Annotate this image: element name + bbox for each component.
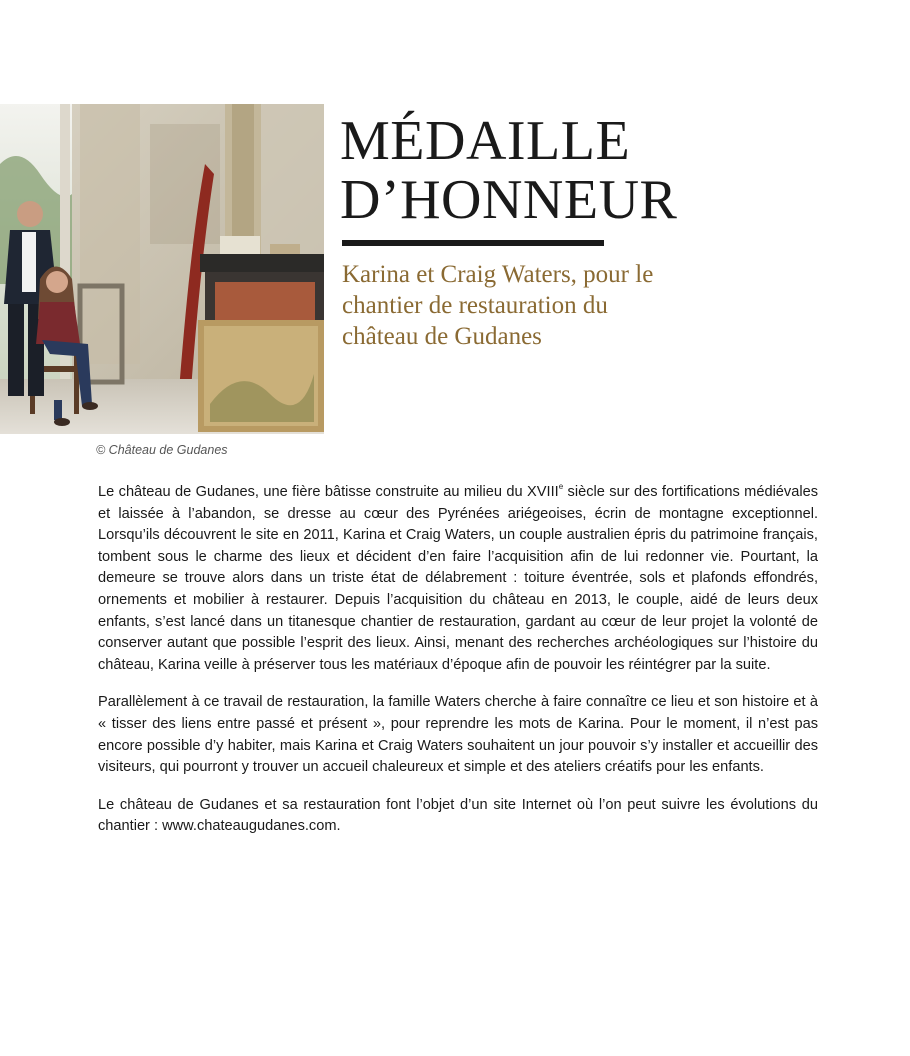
photo-caption: © Château de Gudanes xyxy=(96,443,228,457)
chateau-photo xyxy=(0,104,324,434)
article-paragraph-1 xyxy=(98,482,818,676)
chateau-interior-illustration xyxy=(0,104,324,434)
page-title-line-2: D’HONNEUR xyxy=(340,169,678,231)
paragraph-1-rest: siècle sur des fortifications médiévales et laissée à l’abandon, se dresse au cœur des Pyrénées ariégeoises, écrin de montagne exceptionnel. Lorsqu’ils découvrent le site en 2011, Karina et Craig Waters, un couple australien épris du patrimoine français, tombent sous le charme des lieux et décident d’en faire l’acquisition afin de lui redonner vie. Pourtant, la demeure se trouve alors dans un triste état de délabrement : toiture éventrée, sols et plafonds effondrés, ornements et mobilier à restaurer. Depuis l’acquisition du château en 2013, le couple, aidé de leurs deux enfants, s’est lancé dans un titanesque chantier de restauration, gardant au cœur de leur projet la volonté de conserver autant que possible l’esprit des lieux. Ainsi, menant des recherches archéologiques sur l’histoire du château, Karina veille à préserver tous les matériaux d’époque afin de pouvoir les réintégrer par la suite. xyxy=(98,484,818,673)
award-subtitle: Karina et Craig Waters, pour le chantier de restauration du château de Gudanes xyxy=(342,261,654,350)
article-paragraph-3: Le château de Gudanes et sa restauration font l’objet d’un site Internet où l’on peut suivre les évolutions du chantier : www.chateaugudanes.com. xyxy=(98,796,818,835)
title-divider xyxy=(342,240,604,246)
century-superscript: e xyxy=(558,482,564,491)
article-paragraph-2: Parallèlement à ce travail de restauration, la famille Waters cherche à faire connaître ce lieu et son histoire et à « tisser des liens entre passé et présent », pour reprendre les mots de Karina. Pour le moment, il n’est pas encore possible d’y habiter, mais Karina et Craig Waters souhaitent un jour pouvoir s’y installer et accueillir des visiteurs, qui pourront y trouver un accueil chaleureux et simple et des ateliers créatifs pour les enfants. xyxy=(98,694,818,776)
page-title-line-1: MÉDAILLE xyxy=(340,110,631,172)
article-body xyxy=(98,482,818,854)
page-title xyxy=(340,112,677,230)
paragraph-1-start: Le château de Gudanes, une fière bâtisse construite au milieu du XVIII xyxy=(98,484,559,500)
